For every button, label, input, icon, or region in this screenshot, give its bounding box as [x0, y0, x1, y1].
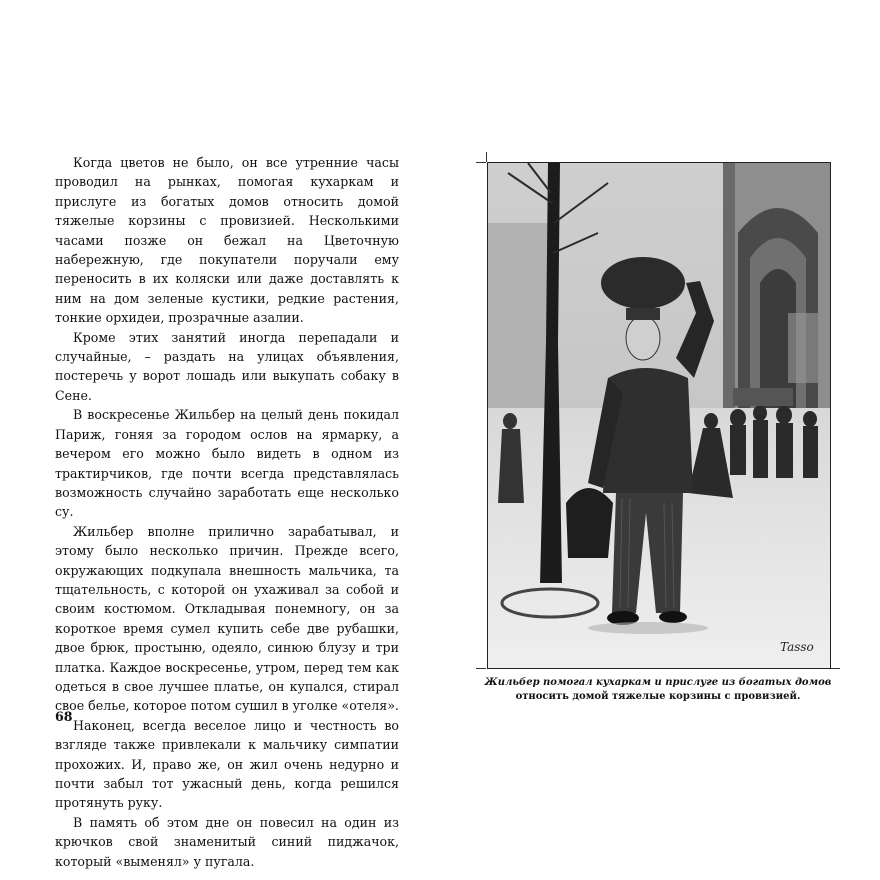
- illustration: [487, 162, 831, 669]
- paragraph-4: Жильбер вполне прилично зарабатывал, и этому было несколько причин. Прежде всего, окружающих подкупала внешность мальчика, та тщательность, с которой он ухаживал за собой и своим костюмом. Откладывая понемногу, он за короткое время сумел купить себе две рубашки, двое брюк, простыню, одеяло, синюю блузу и три платка. Каждое воскресенье, утром, перед тем как одеться в свое лучшее платье, он купался, стирал свое белье, которое потом сушил в уголке «отеля».: [55, 523, 399, 714]
- artist-signature: Tasso: [780, 640, 814, 654]
- main-text: [55, 153, 399, 871]
- shadow: [588, 622, 708, 634]
- crop-mark-top-left: [476, 162, 486, 163]
- crop-mark-bottom-left: [476, 668, 486, 669]
- background-building: [488, 223, 548, 423]
- caption-line-2: относить домой тяжелые корзины с провизией.: [515, 691, 801, 702]
- paragraph-1: Когда цветов не было, он все утренние часы проводил на рынках, помогая кухаркам и прислуге из богатых домов относить домой тяжелые корзины с провизией. Несколькими часами позже он бежал на Цветочную набережную, где покупатели поручали ему переносить в их коляски или даже доставлять к ним на дом зеленые кустики, редкие растения, тонкие орхидеи, прозрачные азалии.: [55, 155, 399, 326]
- carried-basket: [566, 488, 613, 558]
- arcade-building: [723, 163, 830, 413]
- crop-mark-top: [486, 152, 487, 162]
- paragraph-5: Наконец, всегда веселое лицо и честность во взгляде также привлекали к мальчику симпатии прохожих. И, право же, он жил очень недурно и почти забыл тот ужасный день, когда решился протянуть руку.: [55, 717, 399, 811]
- caption-line-1: Жильбер помогал кухаркам и прислуге из богатых домов: [484, 677, 832, 688]
- illustration-drawing: [488, 163, 830, 668]
- paragraph-3: В воскресенье Жильбер на целый день покидал Париж, гоняя за городом ослов на ярмарку, а вечером его можно было видеть в одном из трактирчиков, где почти всегда представлялась возможность случайно заработать еще несколько су.: [55, 407, 399, 520]
- illustration-caption: [484, 676, 832, 704]
- paragraph-6: В память об этом дне он повесил на один из крючков свой знаменитый синий пиджачок, который «выменял» у пугала.: [55, 814, 399, 869]
- paragraph-2: Кроме этих занятий иногда перепадали и случайные, – раздать на улицах объявления, постеречь у ворот лошадь или выкупать собаку в Сене.: [55, 329, 399, 403]
- crop-mark-bottom-right: [830, 668, 840, 669]
- page-number: 68: [55, 709, 73, 724]
